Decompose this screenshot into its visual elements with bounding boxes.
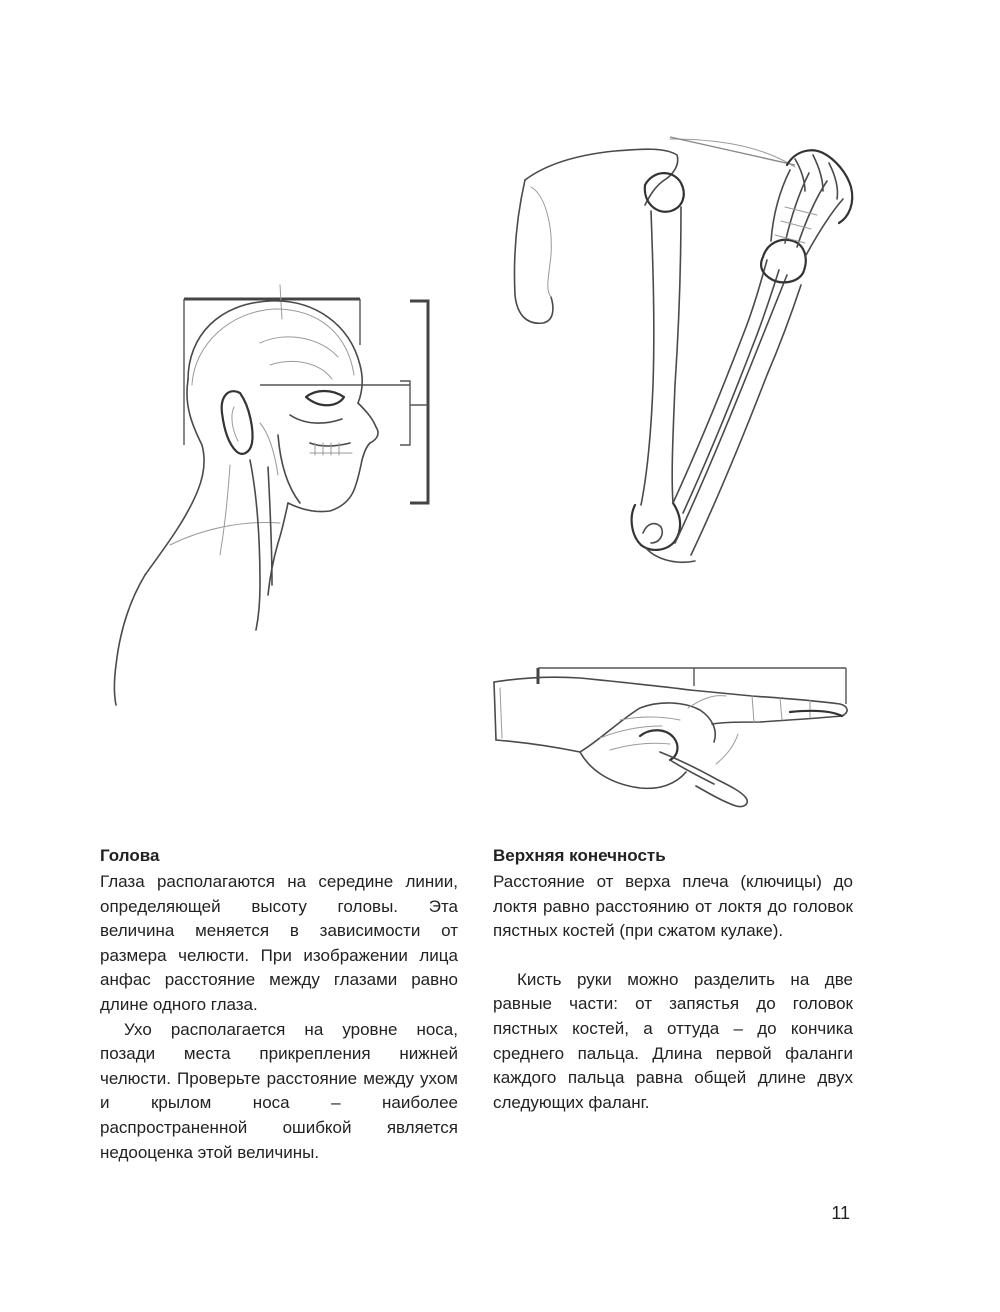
- arm-skeleton-sketch: [505, 125, 865, 570]
- arm-section-paragraph: Кисть руки можно разделить на две равные части: от запястья до головок пястных костей, а оттуда – до кончика среднего пальца. Длина первой фаланги каждого пальца равна общей длине двух следующих фаланг.: [493, 969, 853, 1112]
- head-profile-sketch: [110, 285, 450, 710]
- arm-section-title: Верхняя конечность: [493, 846, 666, 865]
- head-section-paragraph: Глаза располагаются на середине линии, определяющей высоту головы. Эта величина меняется в зависимости от размера челюсти. При изображении лица анфас расстояние между глазами равно длине одного глаза.: [100, 872, 458, 1014]
- arm-section: [493, 844, 853, 1115]
- head-section: [100, 844, 458, 1165]
- hand-sketch: [490, 660, 860, 810]
- page-number: 11: [831, 1203, 850, 1223]
- head-section-title: Голова: [100, 846, 160, 865]
- arm-section-paragraph: Расстояние от верха плеча (ключицы) до локтя равно расстоянию от локтя до головок пястных костей (при сжатом кулаке).: [493, 872, 853, 941]
- head-section-paragraph: Ухо располагается на уровне носа, позади места прикрепления нижней челюсти. Проверьте расстояние между ухом и крылом носа – наиболее распространенной ошибкой является недооценка этой величины.: [100, 1019, 458, 1162]
